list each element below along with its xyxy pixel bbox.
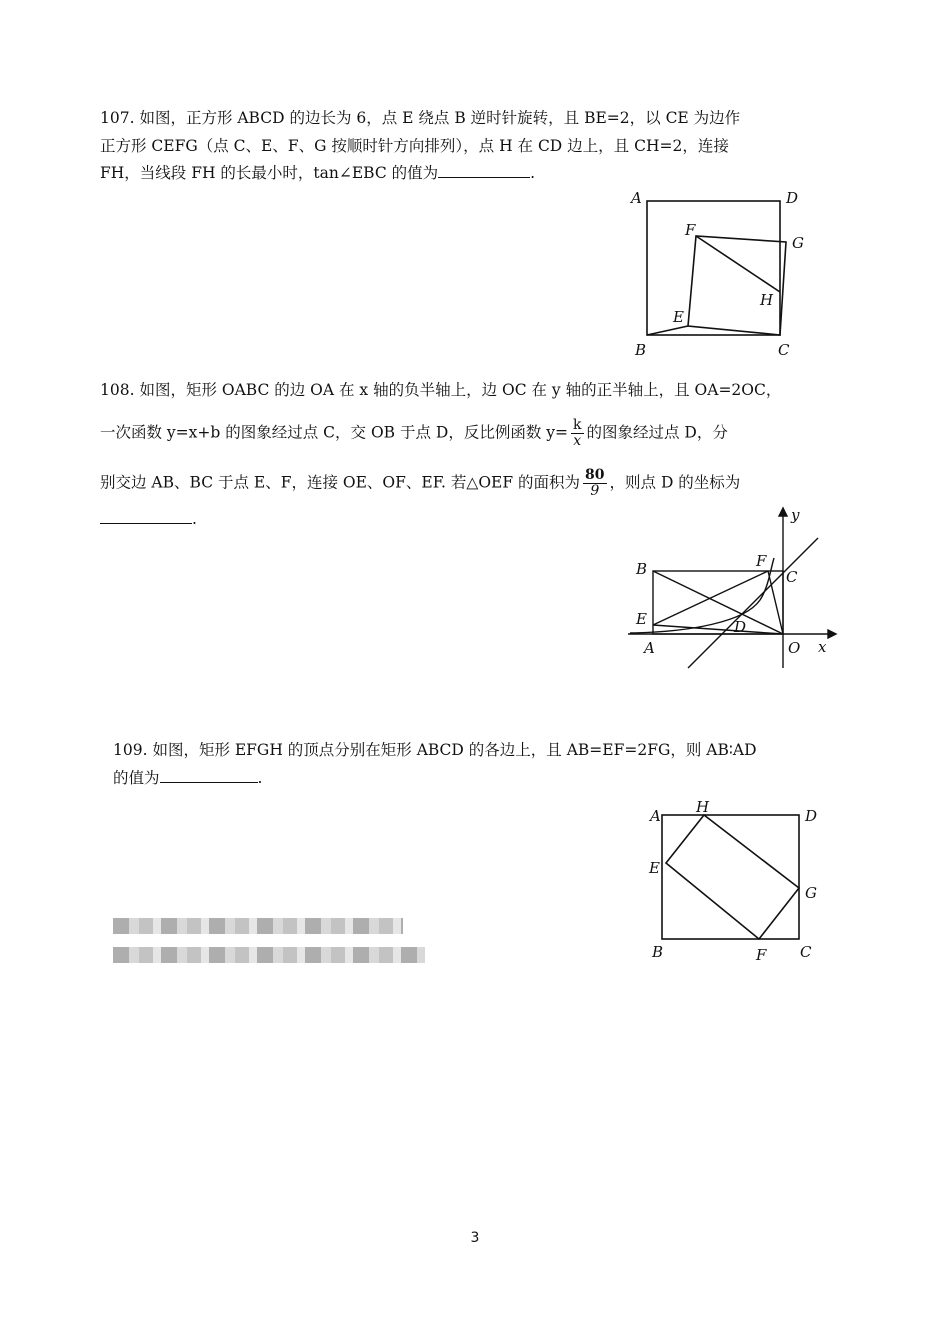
q108-fraction-k: k [573,417,582,433]
q109-label-g: G [805,884,817,902]
q108-fraction-80-over-9 [583,468,606,499]
q109-label-d: D [805,807,818,825]
q109-label-b: B [652,943,664,961]
q107-line-3-text: FH，当线段 FH 的长最小时，tan∠EBC 的值为 [100,164,439,182]
q108-fraction-9: 9 [590,483,600,499]
q107-label-a: A [631,189,642,207]
q109-line-2 [113,767,262,788]
q109-rectangle-efgh [666,815,799,939]
q108-answer-blank[interactable] [100,508,192,524]
q107-figure [620,185,820,365]
q107-label-c: C [778,341,790,359]
q109-line-2-end: . [257,769,263,787]
q108-x-axis-arrow [828,630,836,638]
q107-line-1: 107. 如图，正方形 ABCD 的边长为 6，点 E 绕点 B 逆时针旋转，且 BE=2，以 CE 为边作 [100,109,741,127]
q108-label-o: O [788,639,801,657]
q107-label-d: D [786,189,799,207]
q107-label-e: E [673,308,684,326]
q108-line-4-end: . [192,510,197,528]
q109-label-e: E [649,859,660,877]
q108-line-2-end: 的图象经过点 D，分 [586,423,728,442]
page-number: 3 [470,1230,480,1246]
q108-fraction-x: x [573,433,582,449]
q108-line-1: 108. 如图，矩形 OABC 的边 OA 在 x 轴的负半轴上，边 OC 在 y 轴的正半轴上，且 OA=2OC， [100,381,782,399]
q108-label-f: F [756,552,767,570]
q108-line-2-text: 一次函数 y=x+b 的图象经过点 C，交 OB 于点 D，反比例函数 y= [100,423,569,442]
q108-label-e: E [636,610,647,628]
q108-label-y: y [791,506,800,524]
q108-label-b: B [636,560,648,578]
q107-line-3 [100,162,535,183]
redacted-text-line-2 [113,947,425,963]
q107-line-3-end: . [530,164,536,182]
q109-label-f: F [756,946,767,964]
q107-answer-blank[interactable] [438,162,530,178]
q108-label-c: C [786,568,798,586]
q109-answer-blank[interactable] [160,767,258,783]
q107-line-2: 正方形 CEFG（点 C、E、F、G 按顺时针方向排列），点 H 在 CD 边上，且 CH=2，连接 [100,137,729,155]
q108-label-a: A [644,639,655,657]
q109-figure [640,795,830,970]
q107-label-b: B [635,341,647,359]
q107-label-f: F [685,221,696,239]
q107-segment-be [647,326,688,335]
q109-line-1: 109. 如图，矩形 EFGH 的顶点分别在矩形 ABCD 的各边上，且 AB=EF=2FG，则 AB∶AD [113,741,757,759]
q108-segment-oe [653,625,783,634]
q108-y-axis-arrow [779,508,787,516]
q107-label-h: H [760,291,774,309]
q107-square-abcd [647,201,780,335]
q109-label-h: H [696,798,710,816]
q107-label-g: G [792,234,804,252]
q108-line-3 [100,468,740,499]
q108-segment-ob [653,571,783,634]
q109-label-c: C [800,943,812,961]
q108-line-4 [100,508,197,529]
redacted-text-line-1 [113,918,403,934]
q108-fraction-k-over-x [571,418,583,449]
q108-figure [620,500,840,680]
q108-line-3-text: 别交边 AB、BC 于点 E、F，连接 OE、OF、EF. 若△OEF 的面积为 [100,473,581,492]
q108-line-2 [100,418,728,449]
q109-label-a: A [650,807,661,825]
q107-segment-fh [696,236,780,292]
q109-line-2-text: 的值为 [113,769,160,787]
q108-fraction-80: 80 [585,467,605,483]
q108-label-x: x [818,638,827,656]
q108-line-3-end: ，则点 D 的坐标为 [609,473,741,492]
q108-label-d: D [734,618,747,636]
